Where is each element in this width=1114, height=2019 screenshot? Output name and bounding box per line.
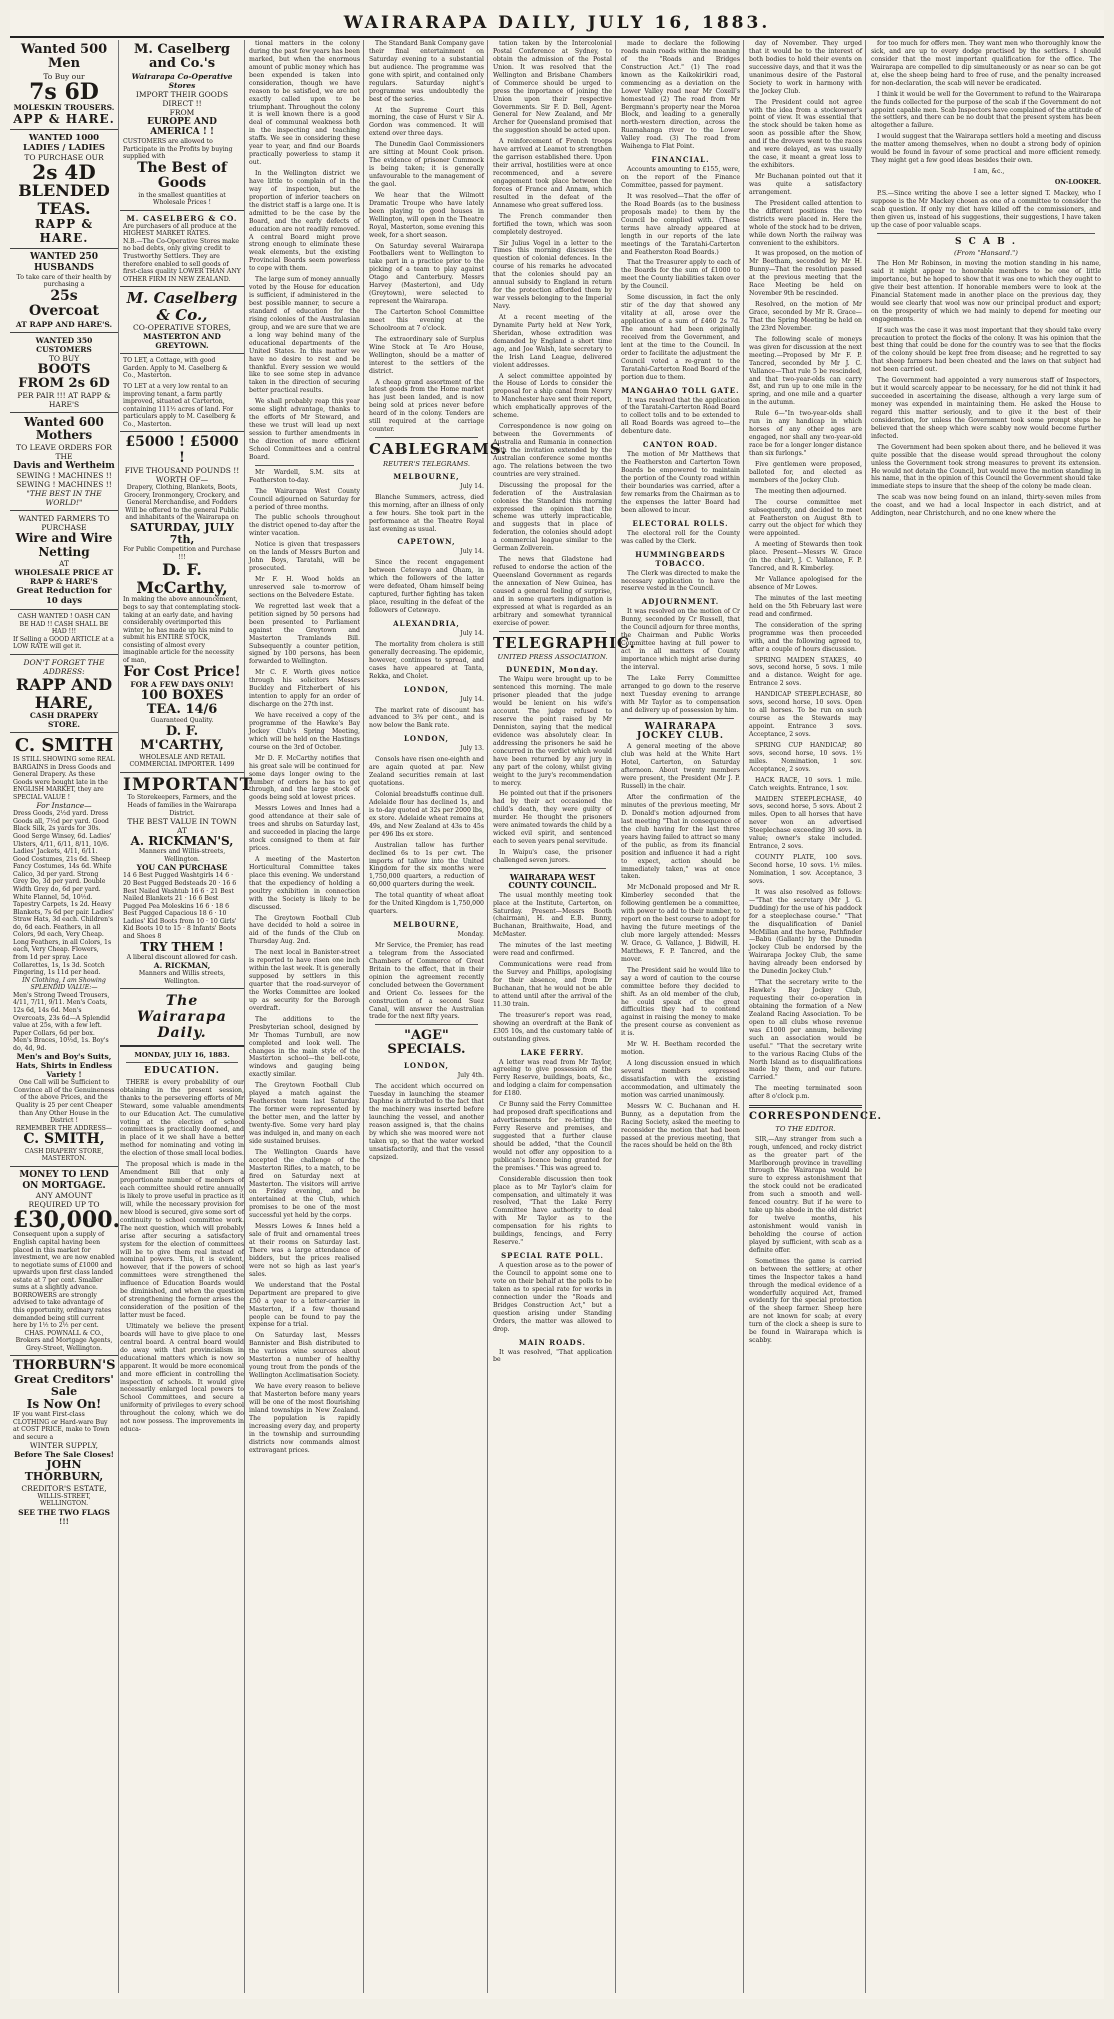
report-paragraph: Rule 6—"In two-year-olds shall run in any handicap in which horses of any other ages are engaged, nor shall any two-year-old race be for a longer longer distance than six furlongs." xyxy=(749,410,862,457)
report-paragraph: A meeting of Stewards then took place. Present—Messrs W. Grace (in the chair), J. C. Vallance, F. P. Tancred, and R. Kimberley. xyxy=(749,541,862,573)
ad-price-list: Dress Goods, 2½d yard. Dress Goods all, 7½d per yard. Good Black Silk, 2s yards for 30s. Good Serge Winsey, 6d. Ladies' Ulsters, 4/11, 6/11, 8/11, 10/6. Ladies' Jackets, 4/11, 6/11. Good Costumes, 21s 6d. Sheep Fancy Costumes, 14s 6d. White Calico, 3d per yard. Strong Grey Do, 3d per yard. Double Width Grey do, 6d per yard. White Flannel, 5d, 10½d. Tapestry Carpets, 1s 2d. Heavy Blankets, 7s 6d per pair. Ladies' Straw Hats, 3d each. Children's do, 6d each. Feathers, in all Colors, 9d each, Very Cheap. Long Feathers, in all Colors, 1s each, Very Cheap. Flowers, from 1d per spray. Lace Collarettes, 1s, 1s 3d. Scotch Fingering, 1s 11d per head. xyxy=(13,810,114,977)
letter-paragraph: P.S.—Since writing the above I see a letter signed T. Mackey, who I suppose is the Mr Mackey chosen as one of a committee to consider the scab question. If only my diet have killed off the commissioners, and then given us, instead of his suggestions, their suggestions, I have taken up the case of poor valuable scaps. xyxy=(871,189,1101,229)
masthead-title: WAIRARAPA DAILY, JULY 16, 1883. xyxy=(343,13,771,33)
dateline-date: July 13. xyxy=(460,745,484,753)
article-paragraph: The large sum of money annually voted by the House for education is sufficient, if administered in the best possible manner, to secure a standard of education for the rising colonies of the Australasian group, and we are sure that we are a long way behind many of the educational departments of the United States. In this matter we have no desire to rest and be thankful. Every session we would like to see some step in advance taken in the direction of securing better practical results. xyxy=(249,276,360,395)
ad-text: TO PURCHASE OUR xyxy=(24,152,104,162)
news-item: The Greytown Football Club have decided to hold a soiree in aid of the funds of the Club on Thursday Aug. 2nd. xyxy=(249,914,360,946)
news-item: We regretted last week that a petition signed by 50 persons had been presented to Parliament against the Greytown and Masterton Tramlands Bill. Subsequently a counter petition, signed by 100 persons, has been forwarded to Wellington. xyxy=(249,602,360,666)
ad-headline: For Cost Price! xyxy=(123,663,241,680)
paper-date: MONDAY, JULY 16, 1883. xyxy=(134,1051,230,1060)
ad-slogan: Before The Sale Closes! xyxy=(14,1450,114,1460)
report-paragraph: The meeting terminated soon after 8 o'clock p.m. xyxy=(749,1085,862,1101)
section-heading-age-specials: "AGE" SPECIALS. xyxy=(387,1028,466,1058)
column-4-news-cablegrams xyxy=(366,40,508,1993)
section-subheading: REUTER'S TELEGRAMS. xyxy=(382,459,471,468)
news-item: We have every reason to believe that Masterton before many years will be one of the most flourishing inland townships in New Zealand. The population is rapidly increasing every day, and property in the township and surrounding districts now commands almost extravagant prices. xyxy=(249,1383,360,1454)
ad-text: CASH DRAPERY STORE, MASTERTON. xyxy=(24,1147,104,1163)
ad-price: 7s 6D xyxy=(29,78,99,105)
ad-price: 2s 4D xyxy=(32,159,96,184)
cable-item: Colonial breadstuffs continue dull. Adelaide flour has declined 1s, and is to-day quoted at 32s per 2000 lbs, ex store. Adelaide wheat remains at 49s, and New Zealand at 43s to 45s per 496 lbs ex store. xyxy=(369,791,484,838)
news-item: Mr C. F. Worth gives notice through his solicitors Messrs Buckley and Fitzherbert of his intention to apply for an order of discharge on the 27th inst. xyxy=(249,669,360,709)
news-item: The Greytown Football Club played a match against the Featherston team last Saturday. The former were represented by the better men, and the latter by twenty-five. Some very hard play was indulged in, and many on each side sustained bruises. xyxy=(249,1082,360,1145)
report-subheading: FINANCIAL. xyxy=(651,155,710,165)
ad-headline: CASH WANTED ! OASH CAN BE HAD !! CASH SHALL BE HAD !!! xyxy=(17,613,111,636)
report-paragraph: Messrs W. C. Buchanan and H. Bunny, as a deputation from the Racing Society, asked the meeting to reconsider the motion that had been passed at the previous meeting, that the races should be held on the 8th xyxy=(621,1102,740,1150)
ad-headline: IMPORTANT xyxy=(123,774,254,795)
cable-item: Since the recent engagement between Cetewayo and Oham, in which the followers of the latter were defeated, Oham himself being captured, further fighting has taken place, resulting in the defeat of the followers of Cetewayo. xyxy=(369,559,484,614)
dateline-place: LONDON, xyxy=(404,684,449,694)
report-paragraph: Mr Vallance apologised for the absence of Mr Lowes. xyxy=(749,576,862,591)
report-paragraph: Mr McDonald proposed and Mr R. Kimberley seconded that the following gentlemen be a committee, with power to add to their number, to report on the best course to adopt for having the future meetings of the club more largely attended: Messrs W. Grace, G. Vallance, J. Bidwill, H. Matthews, F. P. Tancred, and the mover. xyxy=(621,884,740,963)
ad-text: IN Clothing, I am Showing SPLENDID VALUE:— xyxy=(22,976,106,992)
ad-text: THE BEST VALUE IN TOWN AT xyxy=(127,817,237,836)
report-subheading: SPECIAL RATE POLL. xyxy=(501,1251,604,1261)
news-item: A cheap grand assortment of the latest goods from the Home market has just been landed, and is now being sold at prices never before heard of in the colony. Tenders are still required at the carriage counter. xyxy=(369,378,484,434)
ad-text: To Buy our xyxy=(43,71,85,81)
report-paragraph: That the Treasurer apply to each of the Boards for the sum of £1000 to meet the County liabilities taken over by the Council. xyxy=(621,259,740,291)
report-paragraph: The minutes of the last meeting held on the 5th February last were read and confirmed. xyxy=(749,594,862,618)
article-paragraph: The proposal which is made in the Amendment Bill that only a proportionate number of members of each committee should retire annually is likely to prove useful in practice as it will, while the necessary provision for new blood is secured, give some sort of continuity to school committee work. The next question, which will probably arise after securing a satisfactory system for the election of committees will be to give them real instead of nominal powers. This, it is evident, however, that if the powers of school committees were strengthened the influence of Education Boards would be diminished, and when the question of strengthening the former arises the consideration of the position of the latter must be faced. xyxy=(120,1161,244,1320)
ad-money-to-lend xyxy=(10,1167,121,1357)
column-6-council-jockey-club xyxy=(618,40,744,1993)
report-paragraph: The usual monthly meeting took place at the Institute, Carterton, on Saturday. Present—Messrs Booth (chairman), H. and E.B. Bunny, Buchanan, Braithwaite, Hoad, and McMaster. xyxy=(493,891,612,939)
report-paragraph: day of November. They urged that it would be to the interest of both bodies to hold their events on successive days, and that it was the unanimous desire of the Pastoral Society to work in harmony with the Jockey Club. xyxy=(749,40,862,95)
report-paragraph: A letter was read from Mr Taylor, agreeing to give possession of the Ferry Reserve, buildings, boats, &c., and lodging a claim for compensation for £180. xyxy=(493,1058,612,1098)
ad-text: For Instance— xyxy=(36,801,92,811)
cable-item: The market rate of discount has advanced to 3¾ per cent., and is now below the Bank rate. xyxy=(369,706,484,730)
news-item: On Saturday several Wairarapa Footballers went to Wellington to take part in a practice prior to the picking of a team to play against Otago and Canterbury. Messrs Harvey (Masterton), and Udy (Greytown), were selected to represent the Wairarapa. xyxy=(369,242,484,306)
section-heading-council: WAIRARAPA WEST COUNTY COUNCIL. xyxy=(508,871,597,891)
letter-paragraph: Sometimes the game is carried on between the settlers; at other times the Inspector takes a hand through the medical evidence of a wonderfully acquired Act, framed evidently for the special protection of the sheep farmer. Sheep here are not known for scab; at every turn of the clock a sheep is sure to be found in Wairarapa which is scabby. xyxy=(749,1257,862,1345)
news-item: On Saturday last, Messrs Bannister and Bish distributed to the various wine sources about Masterton a number of healthy young trout from the ponds of the Wellington Acclimatisation Society. xyxy=(249,1332,360,1380)
ad-text: WINTER SUPPLY, xyxy=(29,1441,99,1451)
race-entry: SPRING CUP HANDICAP, 80 sovs, second horse, 10 sovs. 1½ miles. Nomination, 1 sov. Acceptance, 2 sovs. xyxy=(749,741,862,773)
report-paragraph: It was resolved, "That application be xyxy=(493,1348,612,1364)
cable-item: The news that Gladstone had refused to endorse the action of the Queensland Government as regards the annexation of New Guinea, has caused a general feeling of surprise, and in some quarters indignation is expressed at what is regarded as an arbitrary and somewhat tyrannical exercise of power. xyxy=(493,556,612,627)
ad-caselberg-produce xyxy=(120,211,244,288)
news-item: Mr Wardell, S.M. sits at Featherston to-day. xyxy=(249,468,360,484)
report-paragraph: After the confirmation of the minutes of the previous meeting, Mr D. Donald's motion adjourned from last meeting "That in consequence of the club having for the last three years having failed to attract so many of the public, as from its financial position and influence it had a right to expect, action should be immediately taken," was at once taken. xyxy=(621,794,740,881)
ad-headline: WANTED 250 HUSBANDS xyxy=(29,252,99,273)
cable-item: The total quantity of wheat afloat for the United Kingdom is 1,750,000 quarters. xyxy=(369,892,484,916)
section-heading-scab: S C A B . xyxy=(955,236,1017,247)
report-subheading: LAKE FERRY. xyxy=(520,1047,585,1057)
report-paragraph: The minutes of the last meeting were read and confirmed. xyxy=(493,942,612,958)
column-7-jockey-club-correspondence xyxy=(746,40,883,1993)
article-paragraph: tional matters in the colony during the past few years has been marked, but when the enormous amount of public money which has been expended is taken into consideration, though we have reason to be satisfied, we are not exactly called upon to be triumphant. Throughout the colony it is well known there is a good deal of communal weakness both in the inspecting and teaching staffs. We see in considering these year to year, and find our Boards practically powerless to stamp it out. xyxy=(249,40,360,167)
telegraph-item: In Waipu's case, the prisoner challenged seven jurors. xyxy=(493,849,612,864)
letter-signature: ON-LOOKER. xyxy=(1054,179,1101,186)
dateline-place: CAPETOWN, xyxy=(397,537,456,547)
ad-headline: WANTED 350 CUSTOMERS xyxy=(35,335,93,354)
dateline-place: ALEXANDRIA, xyxy=(393,618,460,628)
ad-product: Davis and Wertheim xyxy=(13,460,115,471)
cable-item: The French commander then fortified the town, which was soon completely destroyed. xyxy=(493,212,612,236)
report-paragraph: The following scale of moneys was given for discussion at the next meeting.—Proposed by Mr F. P. Tancred, seconded by Mr J. C. Vallance—That rule 5 be rescinded, and that two-year-olds can carry 8st, and run up to one mile in the spring, and one mile and a quarter in the autumn. xyxy=(749,335,862,407)
section-heading-correspondence: CORRESPONDENCE. xyxy=(749,1111,883,1123)
article-paragraph: We shall probably reap this year some slight advantage, thanks to the efforts of Mr Steward, and these we trust will lead up next session to further amendments in the direction of more efficient School Committees and a central Board. xyxy=(249,398,360,461)
dateline-date: July 14. xyxy=(460,629,484,637)
news-item: We understand that the Postal Department are prepared to give £50 a year to a letter-carrier in Masterton, if a few thousand people can be found to pay the expense for a trial. xyxy=(249,1281,360,1329)
letter-salutation: TO THE EDITOR. xyxy=(775,1124,836,1133)
news-item: The Dunedin Gaol Commissioners are sitting at Mount Cook prison. The evidence of prisoner Cummock is being taken; it is generally unfavourable to the management of the gaol. xyxy=(369,141,484,188)
cable-item: At a recent meeting of the Dynamite Party held at New York, Sheridan, whose extradition was demanded by England a short time ago, and Joe Walsh, late secretary to the Irish Land League, delivered violent addresses. xyxy=(493,313,612,369)
report-paragraph: The electoral roll for the County was called by the Clerk. xyxy=(621,529,740,545)
dateline-date: Monday. xyxy=(457,931,484,939)
ad-text: CREDITOR'S ESTATE, xyxy=(21,1483,107,1493)
report-paragraph: Five gentlemen were proposed, balloted for, and elected as members of the Jockey Club. xyxy=(749,460,862,484)
article-paragraph: Ultimately we believe the present boards will have to give place to one central board. A central board would do away with that provincialism in educational matters which is now so apparent. It would be more economical and more efficient in controlling the inspection of schools. It would give necessarily enlarged local powers to School Committees, and secure a uniformity of privileges to every school throughout the colony, which we do not now possess. The improvements in educa- xyxy=(120,1322,244,1434)
cable-item: Discussing the proposal for the federation of the Australasian colonies the Standard this morning expressed the opinion that the scheme was utterly impracticable, and suggests that in place of federation, the colonies should adopt a commercial league similar to the German Zollverein. xyxy=(493,481,612,553)
ad-product: 25s Overcoat xyxy=(28,287,99,320)
news-item: We hear that the Wilmott Dramatic Troupe who have lately been playing to good houses in Wellington, will open in the Theatre Royal, Masterton, some evening this week, for a short season. xyxy=(369,191,484,239)
news-item: Messrs Lowes & Innes held a sale of fruit and ornamental trees at their rooms on Saturday last. There was a large attendance of bidders, but the prices realised were not so high as last year's sales. xyxy=(249,1223,360,1278)
dateline-place: MELBOURNE, xyxy=(393,471,460,481)
news-item: The Wairarapa West County Council adjourned on Saturday for a period of three months. xyxy=(249,487,360,511)
report-subheading: ADJOURNMENT. xyxy=(641,597,720,607)
ad-firm: WHOLESALE PRICE AT RAPP & HARE'S xyxy=(14,567,114,586)
ad-text: IMPORT THEIR GOODS DIRECT !! xyxy=(135,89,229,108)
ad-headline: Wanted 600 Mothers xyxy=(24,415,104,443)
section-subheading: UNITED PRESS ASSOCIATION. xyxy=(497,653,608,662)
report-subheading: MAIN ROADS. xyxy=(519,1337,586,1347)
ad-caselberg-coop xyxy=(120,40,244,211)
report-paragraph: The President said he would like to say a word of caution to the course committee before they decided to shift. As an old member of the club, he could speak of the great difficulties they had to contend against in raising the money to make the present course as convenient as it is. xyxy=(621,966,740,1038)
ad-product: BOOTS FROM 2s 6D xyxy=(18,361,110,391)
ad-thorburn xyxy=(10,1356,118,1528)
ad-text: N.B.—The Co-Operative Stores make no bad debts, only giving credit to Trustworthy Settlers. They are therefore enabled to sell goods of first-class quality LOWER THAN ANY OTHER FIRM IN NEW ZEALAND. xyxy=(123,237,241,283)
article-paragraph: The Government had been spoken about there, and he believed it was quite possible that the disease would spread throughout the colony unless the Government took strong measures to prevent its extension. He would not detain the Council, but would move the motion standing in his name, that in the opinion of this Council the Government should take immediate steps to insure that the sheep of the colony be made clean. xyxy=(871,443,1101,491)
news-item: The additions to the Presbyterian school, designed by Mr Thomas Turnbull, are now completed and look well. The changes in the main style of the Masterton school—the bell-cote, windows and gauging being exactly similar. xyxy=(249,1015,360,1079)
dateline-place: LONDON, xyxy=(404,1060,449,1070)
letter-paragraph: for too much for offers men. They want men who thoroughly know the sick, and are up to every dodge practised by the settlers. I should consider that the most important qualification for the office. The Wairarapa are compelled to dip simultaneously or as near so can be got at, else the sheep being hard to free of ruse, and the penalty increased for non-declaration, the scab will never be eradicated. xyxy=(871,40,1101,87)
ad-text: YOU CAN PURCHASE xyxy=(136,863,228,873)
letter-paragraph: SIR,—Any stranger from such a rough, unfenced, and rocky district as the greater part of the Marlborough province in travelling through the Wairarapa would be sure to express astonishment that the stock could not be eradicated from such a smooth and well-fenced country. But if he were to take up his abode in the old district for twelve months, his astonishment would vanish in beholding the course of action played by sufficient, with scab as a definite offer. xyxy=(749,1135,862,1254)
ad-text: For Public Competition and Purchase !!! xyxy=(123,546,241,561)
report-paragraph: A question arose as to the power of the Council to appoint some one to vote on their behalf at the polls to be taken as to special rate for works in connection under the "Roads and Bridges Construction Act," but a question arising under Standing Orders, the matter was allowed to drop. xyxy=(493,1262,612,1333)
ad-headline: The Best of Goods xyxy=(137,159,227,192)
report-paragraph: The motion of Mr Matthews that the Featherston and Carterton Town Boards be empowered to maintain the portion of the County road within their boundaries was carried, after a few remarks from the Chairman as to the expenses the latter Board had been allowed to incur. xyxy=(621,451,740,514)
ad-firm: THORBURN'S xyxy=(13,1358,116,1374)
news-item: Mr D. F. McCarthy notifies that his great sale will be continued for some days longer owing to the number of orders he has to get through, and the large stock of goods being sold at lowest prices. xyxy=(249,754,360,802)
report-paragraph: Mr W. H. Beetham recorded the motion. xyxy=(621,1041,740,1057)
article-paragraph: The Hon Mr Robinson, in moving the motion standing in his name, said it might appear to honorable members to be one of little importance, but he hoped to show that it was one to which they ought to give their best attention. If honorable members were to look at the Financial Statement made in another place on the previous day, they would see clearly that wool was now our principal product and export; on the prosperity of which we had mainly to depend for meeting our engagements. xyxy=(871,260,1101,323)
article-paragraph: THERE is every probability of our obtaining in the present session, thanks to the persevering efforts of Mr Steward, some valuable amendments to our Education Act. The cumulative voting at the election of school committees is practically doomed, and in place of it we shall have a better method for nominating and voting in the election of those small local bodies. xyxy=(120,1078,244,1158)
article-heading-education: EDUCATION. xyxy=(144,1066,220,1077)
column-5-telegraphic-council xyxy=(490,40,636,1993)
report-paragraph: It was resolved—That the offer of the Road Boards (as to the business proposals made) to them by the Council be complied with. (These terms have already appeared at length in our reports of the late meetings of the Taratahi-Carterton and Featherston Road Boards.) xyxy=(621,192,740,256)
cable-item: tation taken by the Intercolonial Postal Conference at Sydney, to obtain the admission of the Postal Union. It was resolved that the Wellington and Brisbane Chambers of Commerce should be urged to press the importance of joining the Union upon their respective Governments. Sir F. D. Bell, Agent-General for New Zealand, and Mr Archer for Queensland promised that the suggestion should be acted upon. xyxy=(493,40,612,135)
ad-headline: Wanted 500 Men xyxy=(20,42,108,72)
report-paragraph: Some discussion, in fact the only stir of the day that showed any vitality at all, arose over the application of a sum of £460 2s 7d. The amount had been originally received from the Government, and lent at the time to the Council. In order to facilitate the adjustment the Council voted a re-grant to the Taratahi-Carterton Road Board of the portion due to them. xyxy=(621,294,740,381)
ad-product: 100 BOXES TEA. 14/6 xyxy=(140,687,224,718)
report-paragraph: It was resolved that the application of the Taratahi-Carterton Road Board to collect tolls and to be extended to all Road Boards was agreed to—the debenture date. xyxy=(621,396,740,436)
cable-item: The accident which occurred on Tuesday in launching the steamer Daphne is attributed to the fact that the machinery was inserted before launching the vessel, and another reason assigned is, that the chains by which she was moored were not taken up, so that the water worked unsatisfactorily, and that the vessel capsized. xyxy=(369,1082,484,1162)
ad-headline: WANTED FARMERS TO PURCHASE xyxy=(18,514,110,533)
ad-rapp-hare-address xyxy=(10,655,118,733)
ad-text: Drapery, Clothing, Blankets, Boots, Grocery, Ironmongery, Crockery, and General Merchandise, and Fodders Will be offered to the general Public and inhabitants of the Wairarapa on xyxy=(124,484,240,522)
ad-text: FOR A FEW DAYS ONLY! xyxy=(130,679,234,689)
report-paragraph: The President called attention to the different positions the two districts were placed in. Here the whole of the stock had to be driven, while down North the railway was convenient to the exhibitors. xyxy=(749,199,862,247)
telegraph-item: The Waipu were brought up to be sentenced this morning. The male prisoner pleaded that the judge would be lenient on his wife's account. The judge refused to reserve the point raised by Mr Denniston, saying that the medical evidence was absolutely clear. In addressing the prisoners he said he concurred in the verdict which would have been returned by any jury in any part of the colony, whilst giving weight to the jury's recommendation to mercy. xyxy=(493,676,612,787)
telegraph-item: He pointed out that if the prisoners had by their act occasioned the child's death, they were guilty of murder. He thought the prisoners were animated towards the child by a wicked evil spirit, and sentenced each to seven years penal servitude. xyxy=(493,790,612,846)
section-heading-cablegrams: CABLEGRAMS. xyxy=(369,440,508,459)
ad-text: TO BUY xyxy=(48,353,80,363)
ad-rapp-hare-trousers xyxy=(10,40,118,130)
ad-firm: PER PAIR !!! AT RAPP & HARE'S xyxy=(17,391,111,410)
ad-firm: APP & HARE. xyxy=(13,111,115,126)
news-item: The next local in Banister-street is reported to have risen one inch within the last week. It is generally supposed by settlers in this quarter that the road-surveyor of the Works Committee are looked up as security for the Borough overdraft. xyxy=(249,949,360,1012)
letter-paragraph: I think it would be well for the Government to refund to the Wairarapa the funds collected for the purpose of the scab if the Government do not appoint capable men. Scab Inspectors have complained of the attitude of the settlers, and there can be no doubt that the present system has been altogether a failure. xyxy=(871,90,1101,130)
news-item: The public schools throughout the district opened to-day after the winter vacation. xyxy=(249,514,360,538)
dateline-date: July 14. xyxy=(460,548,484,556)
report-paragraph: The Lake Ferry Committee arranged to go down to the reserve next Tuesday evening to arrange with Mr Taylor as to compensation and delivery up of possession by him. xyxy=(621,674,740,714)
ad-text: MOLESKIN TROUSERS. xyxy=(13,102,115,112)
ad-firm: RAPP AND HARE, xyxy=(15,674,113,712)
race-entry: HACK RACE, 10 sovs. 1 mile. Catch weights. Entrance, 1 sov. xyxy=(749,776,862,792)
ad-headline: EUROPE AND AMERICA ! ! xyxy=(147,116,217,138)
report-subheading: CANTON ROAD. xyxy=(642,440,719,450)
ad-rapp-hare-wire xyxy=(10,511,118,610)
ad-product: BLENDED TEAS. xyxy=(18,180,110,218)
dateline-place: LONDON, xyxy=(404,734,449,744)
section-heading-telegraphic: TELEGRAPHIC. xyxy=(493,633,636,652)
ad-text: WILLIS-STREET, WELLINGTON. xyxy=(37,1492,91,1508)
ad-rapp-hare-sewing-machines xyxy=(10,413,118,511)
race-entry: COUNTY PLATE, 100 sovs. Second horse, 10 sovs. 1½ miles. Nomination, 1 sov. Acceptance, 3 sovs. xyxy=(749,854,862,885)
ad-slogan: Great Reduction for 10 days xyxy=(16,585,112,606)
dateline-place: MELBOURNE, xyxy=(393,920,460,930)
report-paragraph: Accounts amounting to £155, were, on the report of the Finance Committee, passed for payment. xyxy=(621,166,740,189)
cable-item: A reinforcement of French troops have arrived at Leamot to strengthen the garrison established there. Upon their arrival, hostilities were at once recommenced, and a severe engagement took place between the forces of France and Annam, which resulted in the defeat of the Annamese who great suffered loss. xyxy=(493,138,612,209)
ad-text: CASH DRAPERY STORE. xyxy=(29,711,99,730)
ad-rapp-hare-boots xyxy=(10,333,118,414)
cable-item: Australian tallow has further declined 6s to 1s per cwt. The imports of tallow into the United Kingdom for the six months were 1,750,000 quarters, a reduction of 60,000 quarters during the week. xyxy=(369,841,484,889)
ad-text: Manners and Willis-streets, Wellington. xyxy=(138,848,226,863)
ad-text: BORROWERS are strongly advised to take advantage of this opportunity, ordinary rates demanded being still current here by 1½ to 2½ per cent. xyxy=(13,1291,112,1330)
ad-to-let xyxy=(120,354,244,432)
news-item: The Carterton School Committee meet this evening at the Schoolroom at 7 o'clock. xyxy=(369,309,484,332)
report-paragraph: The Clerk was directed to make the necessary application to have the reserve vested in the Council. xyxy=(621,569,740,593)
ad-firm: CHAS. POWNALL & CO., Brokers and Mortgage Agents, Grey-Street, Wellington. xyxy=(15,1329,113,1352)
ad-text: ANY AMOUNT REQUIRED UP TO xyxy=(28,1191,100,1210)
ad-text: Manners and Willis streets, Wellington. xyxy=(138,970,226,985)
ad-text: One Call will be Sufficient to Convince all of the Genuineness of the above Prices, and the Quality is 25 per cent Cheaper than Any Other House in the District ! xyxy=(13,1079,115,1125)
ad-slogan: TRY THEM ! xyxy=(140,939,224,954)
report-paragraph: A general meeting of the above club was held at the White Hart Hotel, Carterton, on Saturday afternoon. About twenty members were present, the President (Mr J. P. Russell) in the chair. xyxy=(621,743,740,791)
report-paragraph: It was also resolved as follows:—"That the secretary (Mr J. G. Dudding) for the use of his paddock for a steeplechase course." "That the disqualification of Daniel McMillan and the horse, Pathfinder—Babu (Gallant) by the Dunedin Jockey Club be endorsed by the Wairarapa Jockey Club, the same having already been endorsed by the Dunedin Jockey Club." xyxy=(749,888,862,976)
ad-text: To Storekeepers, Farmers, and the Heads of families in the Wairarapa District. xyxy=(127,794,237,817)
report-paragraph: The President could not agree with the idea from a stockowner's point of view. It was essential that the stock should be taken home as soon as possible after the Show, and if the drovers went to the races and were delayed, as was usually the case, it meant a great loss to the exhibitors. xyxy=(749,98,862,170)
cable-item: Blanche Summers, actress, died this morning, after an illness of only a few hours. She took part in the performance at the Theatre Royal last evening as usual. xyxy=(369,493,484,533)
report-paragraph: The meeting then adjourned. xyxy=(755,487,847,495)
ad-text: FIVE THOUSAND POUNDS !! WORTH OF— xyxy=(124,466,240,485)
race-entry: MAIDEN STEEPLECHASE, 40 sovs, second horse, 5 sovs. About 2 miles. Open to all horses that have never won an advertised Steeplechase exceeding 30 sovs. in value; owner's stake included. Entrance, 2 sovs. xyxy=(749,795,862,851)
column-2-advertisements-editorial xyxy=(120,40,254,1993)
ad-text: CO-OPERATIVE STORES, xyxy=(133,323,231,333)
paper-title-block xyxy=(120,989,244,1047)
ad-firm: D. F. M'CARTHY, xyxy=(140,724,224,754)
ad-rapp-hare-overcoat xyxy=(10,249,118,333)
column-3-local-news xyxy=(246,40,364,1993)
ad-headline: MONEY TO LEND ON MORTGAGE. xyxy=(19,1169,109,1191)
report-paragraph: made to declare the following roads main roads within the meaning of the "Roads and Bridges Construction Act." (1) The road known as the Kaikokirikiri road, commencing as a deviation on the Lower Valley road near Mr Coxell's homestead (2) The road from Mr Bergmann's property near the Moroa Block, and leading to a generally north-western direction, across the Ruamahanga river to the Lower Valley road. (3) The road from Waihenga to Flat Point. xyxy=(621,40,740,151)
ad-firm: JOHN THORBURN, xyxy=(24,1458,104,1484)
section-heading-jockey-club: WAIRARAPA JOCKEY CLUB. xyxy=(636,721,725,741)
ad-firm: A. RICKMAN, xyxy=(153,961,211,971)
ad-text: IS STILL SHOWING some REAL BARGAINS in Dress Goods and General Drapery. As these Goods were bought late in the ENGLISH MARKET, they are SPECIAL VALUE ! xyxy=(13,755,115,801)
ad-text: Consequent upon a supply of English capital having been placed in this market for investment, we are now enabled to negotiate sums of £1000 and upwards upon first class landed estate at 7 per cent. Smaller sums at a slightly advance. xyxy=(13,1231,115,1292)
ad-text: To take care of their health by purchasing a xyxy=(16,273,112,289)
ad-headline: WANTED 1000 LADIES / LADIES xyxy=(22,132,106,153)
ad-text: IF you want First-class CLOTHING or Hard-ware Buy at COST PRICE, make to Town and secure a xyxy=(13,1411,110,1441)
news-item: At the Supreme Court this morning, the case of Hurst v Sir A. Gordon was commenced. It will extend over three days. xyxy=(369,106,484,138)
report-paragraph: The treasurer's report was read, showing an overdraft at the Bank of £305 10s, and the customary table of outstanding gives. xyxy=(493,1011,612,1043)
race-entry: SPRING MAIDEN STAKES, 40 sovs, second horse, 5 sovs. 1 mile and a distance. Weight for age. Entrance 2 sovs. xyxy=(749,656,862,688)
article-paragraph: The scab was now being found on an inland, thirty-seven miles from the coast, and we had a local Inspector in each district, and at Addington, near Christchurch, and no one knew where the xyxy=(871,494,1101,518)
ad-text: TO LET, a Cottage, with good Garden. Apply to M. Caselberg & Co., Masterton. xyxy=(123,357,228,380)
ad-c-smith xyxy=(10,733,118,1167)
ad-caselberg-stores xyxy=(120,287,244,354)
news-item: The Wellington Guards have accepted the challenge of the Masterton Rifles, to a match, to be fired on Saturday next at Masterton. The visitors will arrive on Friday evening, and be entertained at the Club, which promises to be one of the most successful yet held by the corps. xyxy=(249,1148,360,1220)
ad-text: REMEMBER THE ADDRESS— xyxy=(15,1124,113,1132)
news-item: Messrs Lowes and Innes had a good attendance at their sale of trees and shrubs on Saturday last, and succeeded in placing the large stock consigned to them at fair prices. xyxy=(249,805,360,852)
ad-firm: C. SMITH, xyxy=(23,1131,105,1148)
ad-amount: £30,000. xyxy=(13,1207,121,1234)
ad-firm: AT RAPP AND HARE'S. xyxy=(15,319,113,329)
cable-item: Consols have risen one-eighth and are again quoted at par. New Zealand securities remain at last quotations. xyxy=(369,756,484,788)
ad-price-list: Men's Strong Tweed Trousers, 4/11, 7/11, 9/11. Men's Coats, 12s 6d, 14s 6d. Men's Overcoats, 23s 6d—A Splendid value at 25s, with a few left. Paper Collars, 6d per box. Men's Braces, 10½d, 1s. Boy's do, 4d, 9d. xyxy=(13,991,110,1052)
ad-slogan: "THE BEST IN THE WORLD!" xyxy=(26,489,102,508)
report-paragraph: Mr Buchanan pointed out that it was quite a satisfactory arrangement. xyxy=(749,173,862,196)
ad-text: WHOLESALE AND RETAIL COMMERCIAL IMPORTER. 1499 xyxy=(129,753,235,769)
ad-price-list: 14 6 Best Pugged Washtgirls 14 6 · 20 Best Pugged Bedsteads 20 · 16 6 Best Nailed Washtub 16 6 · 21 Best Nailed Blankets 21 · 16 6 Best Pugged Pea Moleskins 16 6 · 18 6 Best Pugged Capacious 18 6 · 10 Ladies' Kid Boots from 10 · 10 Girls' Kid Boots 10 to 15 · 8 Infants' Boots and Shoes 8 xyxy=(123,872,237,940)
race-entry: HANDICAP STEEPLECHASE, 80 sovs, second horse, 10 sovs. Open to all horses. To be run on such course as the Stewards may appoint. Entrance 3 sovs. Acceptance, 2 sovs. xyxy=(749,691,862,738)
report-paragraph: It was proposed, on the motion of Mr Beetham, seconded by Mr H. Bunny—That the resolution passed at the previous meeting that the Race Meeting be held on November 9th be rescinded. xyxy=(749,250,862,298)
ad-slogan: SEE THE TWO FLAGS !!! xyxy=(18,1507,110,1526)
ad-slogan: Men's and Boy's Suits, Hats, Shirts in Endless Variety ! xyxy=(15,1052,113,1080)
ad-text: In making the above announcement, begs to say that contemplating stock-taking at an early date, and having considerably overimported this winter, he has made up his mind to submit his ENTIRE STOCK, consisting of almost every imaginable article for the necessity of man, xyxy=(123,596,241,664)
report-paragraph: It was resolved on the motion of Cr Bunny, seconded by Cr Russell, that the Council adjourn for three months, the Chairman and Public Works Committee having at full power to act in all matters of County importance which might arise during the interval. xyxy=(621,608,740,671)
report-paragraph: The course committee met subsequently, and decided to meet at Featherston on August 8th to carry out the object for which they were appointed. xyxy=(749,498,862,538)
ad-text: If Selling a GOOD ARTICLE at a LOW RATE will get it. xyxy=(13,635,114,651)
ad-firm: M. Caselberg & Co., xyxy=(126,289,238,324)
ad-headline: Great Creditors' Sale xyxy=(14,1372,114,1398)
dateline-date: July 14. xyxy=(460,482,484,490)
ad-headline: Is Now On! xyxy=(26,1396,102,1411)
report-subheading: HUMMINGBEARDS TOBACCO. xyxy=(635,549,726,568)
cable-item: Mr Service, the Premier, has read a telegram from the Associated Chambers of Commerce of Great Britain to the effect, that in their opinion the agreement recently concluded between the Government and Orient Co. lessees for the construction of a second Suez Canal, will answer the Australian trade for the next fifty years. xyxy=(369,942,484,1021)
ad-headline: £5000 ! £5000 ! xyxy=(125,434,239,466)
report-paragraph: "That the secretary write to the Hawke's Bay Jockey Club, requesting their co-operation in obtaining the formation of a New Zealand Racing Association. To be open to all clubs whose revenue was £1000 per annum, believing such an association would be useful." "That the secretary write to the various Racing Clubs of the North Island as to disqualifications made by them, and our future. Carried." xyxy=(749,979,862,1082)
ad-firm: M. Caselberg and Co.'s xyxy=(133,42,231,72)
newspaper-page xyxy=(10,10,1104,1999)
report-paragraph: Communications were read from the Survey and Phillips, apologising for their absence, and from Dr Buchanan, that he would not be able to attend until after the arrival of the 11.30 train. xyxy=(493,961,612,1008)
news-item: Mr F. H. Wood holds an unreserved sale to-morrow of sections on the Belvedere Estate. xyxy=(249,576,360,599)
ad-date: SATURDAY, JULY 7th, xyxy=(129,520,235,547)
ad-text: CUSTOMERS are allowed to Participate in the Profits by buying supplied with xyxy=(123,138,233,161)
report-paragraph: Resolved, on the motion of Mr Grace, seconded by Mr R. Grace—That the Spring Meeting be held on the 23rd November. xyxy=(749,301,862,332)
ad-cash-wanted xyxy=(10,610,118,655)
ad-mccarthy-sale xyxy=(120,432,244,772)
report-subheading: MANGAHAO TOLL GATE. xyxy=(621,385,740,395)
ad-firm: C. SMITH xyxy=(14,735,114,757)
news-item: We have received a copy of the programme of the Hawke's Bay Jockey Club's Spring Meeting, which will be held on the Hastings course on the 3rd of October. xyxy=(249,712,360,751)
ad-text: TO LEAVE ORDERS FOR THE xyxy=(16,442,112,461)
report-paragraph: The consideration of the spring programme was then proceeded with, and the following agreed to, after a couple of hours discussion. xyxy=(749,621,862,653)
ad-text: AT xyxy=(58,558,69,568)
cable-item: A select committee appointed by the House of Lords to consider the proposal for a ship canal from Newry to Manchester have sent their report, which emphatically approves of the scheme. xyxy=(493,372,612,420)
article-paragraph: If such was the case it was most important that they should take every precaution to protect the flocks of the colony. It was his opinion that the best thing that could be done for the country was to see that the flocks of the colony should be kept free from disease; and he regretted to say that sheep farmers had been cheated and the laws on that subject had not been carried out. xyxy=(871,326,1101,374)
ad-text: in the smallest quantities at Wholesale Prices ! xyxy=(138,191,226,207)
ad-text: Wairarapa Co-Operative Stores xyxy=(131,71,233,90)
ad-text: FROM xyxy=(169,107,195,117)
dateline-date: July 4th. xyxy=(457,1071,484,1079)
ad-product: Wire and Wire Netting xyxy=(15,531,113,559)
column-8-letters-scab xyxy=(868,40,1104,1993)
ad-firm: D. F. McCarthy, xyxy=(136,560,228,597)
ad-firm: RAPP & HARE. xyxy=(34,217,94,246)
report-paragraph: Cr Bunny said the Ferry Committee had proposed draft specifications and advertisements for re-letting the Ferry Reserve and premises, and suggested that a further clause should be added, "that the Council would not offer any opposition to a publican's licence being granted for the premises." This was agreed to. xyxy=(493,1101,612,1172)
ad-text: MASTERTON AND GREYTOWN. xyxy=(143,332,221,351)
letter-signoff: I am, &c., xyxy=(973,168,1005,176)
section-subheading: (From "Hansard.") xyxy=(954,249,1018,258)
report-paragraph: A long discussion ensued in which several members expressed dissatisfaction with the existing accommodation, and ultimately the motion was carried unanimously. xyxy=(621,1060,740,1099)
ad-text: TO LET at a very low rental to an improving tenant, a farm partly improved, situated at Carterton, containing 111½ acres of land. For particulars apply to M. Caselberg & Co., Masterton. xyxy=(123,382,237,428)
ad-rapp-hare-teas xyxy=(10,130,118,250)
news-item: The extraordinary sale of Surplus Wine Stock at Te Aro House, Wellington, should be a matter of interest to the settlers of the district. xyxy=(369,335,484,375)
ad-rickman xyxy=(120,773,254,990)
letter-paragraph: I would suggest that the Wairarapa settlers hold a meeting and discuss the matter among themselves, when no doubt a strong body of opinion would be found in favour of some practical and more efficient remedy. They might get a few good ideas besides their own. xyxy=(871,133,1101,165)
masthead xyxy=(10,10,1104,38)
cable-item: Sir Julius Vogel in a letter to the Times this morning discusses the question of colonial defences. In the course of his remarks he advocated that the colonies should pay an annual subsidy to England in return for the protection afforded them by war vessels belonging to the Imperial Navy. xyxy=(493,239,612,310)
cable-item: Correspondence is now going on between the Governments of Australia and Rumania in connection with the invitation extended by the Australian conference some months ago. The relations between the two countries are very strained. xyxy=(493,423,612,478)
news-item: Notice is given that trespassers on the lands of Messrs Burton and John Boys, Taratahi, will be prosecuted. xyxy=(249,541,360,573)
article-paragraph: The Government had appointed a very numerous staff of Inspectors, but it would scarcely appear to be necessary, for he did not think it had succeeded in ascertaining the disease, although a very large sum of money was expended in maintaining them. He asked the House to regard this matter seriously, and to give it the best of their consideration, for unless the Government took some prompt steps he believed that the sheep which were scabby now would become further infected. xyxy=(871,377,1101,440)
dateline-date: July 14. xyxy=(460,695,484,703)
column-1-advertisements xyxy=(10,40,119,1993)
report-subheading: ELECTORAL ROLLS. xyxy=(632,518,729,528)
cable-item: The mortality from cholera is still generally decreasing. The epidemic, however, continues to spread, and cases have appeared at Tanta, Rekka, and Cholet. xyxy=(369,640,484,680)
ad-firm: A. RICKMAN'S, xyxy=(130,834,234,849)
dateline-place: DUNEDIN, Monday. xyxy=(506,665,599,675)
news-item: A meeting of the Masterton Horticultural Committee takes place this evening. We understand that the expediency of holding a poultry exhibition in connection with the Society is likely to be discussed. xyxy=(249,855,360,911)
ad-text: SEWING ! MACHINES !! SEWING ! MACHINES !! xyxy=(16,471,112,490)
article-paragraph: In the Wellington district we have little to complain of in the way of inspection, but the proportion of inferior teachers on the district staff is a large one. It is admitted to be the case by the Board, and the early defects of education are not readily removed. A central Board might prove strong enough to eliminate these weak elements, but the existing Provincial Boards seem powerless to cope with them. xyxy=(249,170,360,273)
ad-text: Are purchasers of all produce at the HIGHEST MARKET RATES. xyxy=(123,222,237,238)
ad-text: DON'T FORGET THE ADDRESS: xyxy=(23,657,105,676)
ad-firm: M. CASELBERG & CO. xyxy=(126,213,238,223)
report-paragraph: Considerable discussion then took place as to Mr Taylor's claim for compensation, and ultimately it was resolved, "That the Lake Ferry Committee have authority to deal with Mr Taylor as to the compensation for his rights to buildings, fencings, and Ferry Reserve." xyxy=(493,1175,612,1247)
ad-text: A liberal discount allowed for cash. xyxy=(126,953,238,961)
paper-title: The Wairarapa Daily. xyxy=(137,993,227,1042)
news-item: The Standard Bank Company gave their final entertainment on Saturday evening to a substantial but audience. The programme was gone with spirit, and contained only regulars. Saturday night's programme was undoubtedly the best of the series. xyxy=(369,40,484,103)
ad-text: Guaranteed Quality. xyxy=(150,717,214,725)
